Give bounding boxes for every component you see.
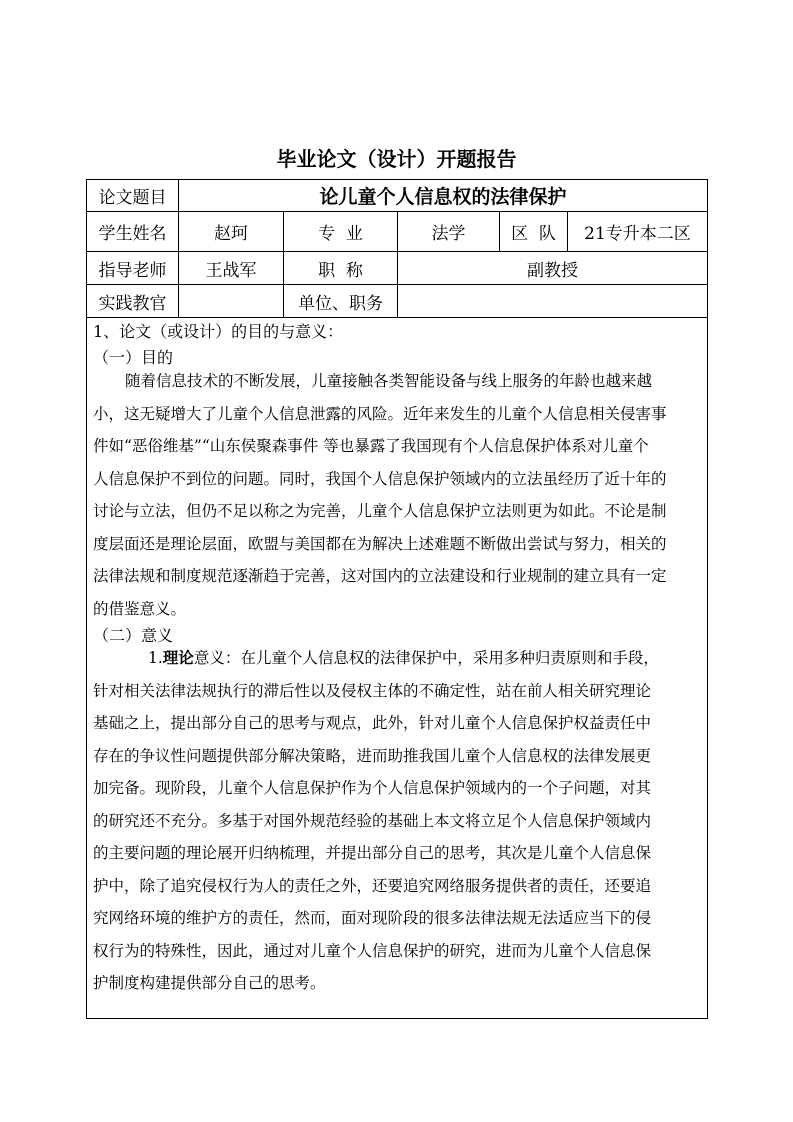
purpose-line: 法律法规和制度规范逐渐趋于完善，这对国内的立法建设和行业规制的建立具有一定 [93,567,667,585]
meaning-line: 基础之上，提出部分自己的思考与观点，此外，针对儿童个人信息保护权益责任中 [93,714,652,732]
purpose-heading: （一）目的 [93,348,174,367]
practice-row [87,285,707,318]
proposal-table [86,179,708,1019]
title-label: 职 称 [284,252,398,284]
org-value [398,285,707,317]
section1-heading: 1、论文（或设计）的目的与意义： [93,322,344,341]
meaning-line: 权行为的特殊性，因此，通过对儿童个人信息保护的研究，进而为儿童个人信息保 [93,941,652,960]
advisor-label: 指导老师 [87,252,179,284]
student-label: 学生姓名 [87,212,179,251]
meaning-paragraph [93,642,701,1000]
advisor-row [87,252,707,285]
student-row [87,212,707,252]
practice-value [179,285,284,317]
meaning-line: 存在的争议性问题提供部分解决策略，进而助推我国儿童个人信息权的法律发展更 [93,746,652,765]
meaning-line: 针对相关法律法规执行的滞后性以及侵权主体的不确定性，站在前人相关研究理论 [93,681,652,700]
purpose-line: 度层面还是理论层面，欧盟与美国都在为解决上述难题不断做出尝试与努力，相关的 [93,534,667,553]
meaning-heading: （二）意义 [93,626,174,645]
meaning-line: 护制度构建提供部分自己的思考。 [93,974,326,992]
purpose-line: 人信息保护不到位的问题。同时，我国个人信息保护领域内的立法虽经历了近十年的 [93,469,667,488]
student-value: 赵珂 [179,212,284,251]
purpose-line: 随着信息技术的不断发展，儿童接触各类智能设备与线上服务的年龄也越来越 [125,372,653,390]
purpose-line: 件如“恶俗维基”“山东侯聚森事件 等也暴露了我国现有个人信息保护体系对儿童个 [93,437,649,455]
topic-label: 论文题目 [87,180,179,211]
major-value: 法学 [398,212,500,251]
purpose-paragraph [93,365,701,625]
advisor-value: 王战军 [179,252,284,284]
meaning-first-line [93,642,701,675]
meaning-line: 加完备。现阶段，儿童个人信息保护作为个人信息保护领域内的一个子问题，对其 [93,779,652,797]
meaning-line: 的研究还不充分。多基于对国外规范经验的基础上本文将立足个人信息保护领域内 [93,811,652,830]
topic-value: 论儿童个人信息权的法律保护 [319,186,567,208]
purpose-line: 小，这无疑增大了儿童个人信息泄露的风险。近年来发生的儿童个人信息相关侵害事 [93,404,667,423]
practice-label: 实践教官 [87,285,179,317]
purpose-line: 的借鉴意义。 [93,599,187,618]
unit-label: 区 队 [500,212,568,251]
document-title: 毕业论文（设计）开题报告 [276,147,517,171]
purpose-line: 讨论与立法，但仍不足以称之为完善，儿童个人信息保护立法则更为如此。不论是制 [93,502,667,520]
title-value: 副教授 [527,260,578,281]
meaning-line: 究网络环境的维护方的责任，然而，面对现阶段的很多法律法规无法适应当下的侵 [93,909,652,927]
major-label: 专 业 [284,212,398,251]
unit-value: 21专升本二区 [584,224,691,244]
meaning-first-rest: 意义：在儿童个人信息权的法律保护中，采用多种归责原则和手段， [193,649,659,667]
topic-row [87,180,707,212]
meaning-bold-term: 理论 [162,648,194,667]
meaning-line: 的主要问题的理论展开归纳梳理，并提出部分自己的思考，其次是儿童个人信息保 [93,844,652,862]
meaning-prefix: 1. [148,649,163,667]
org-label: 单位、职务 [284,285,398,317]
meaning-line: 护中，除了追究侵权行为人的责任之外，还要追究网络服务提供者的责任，还要追 [93,876,652,895]
